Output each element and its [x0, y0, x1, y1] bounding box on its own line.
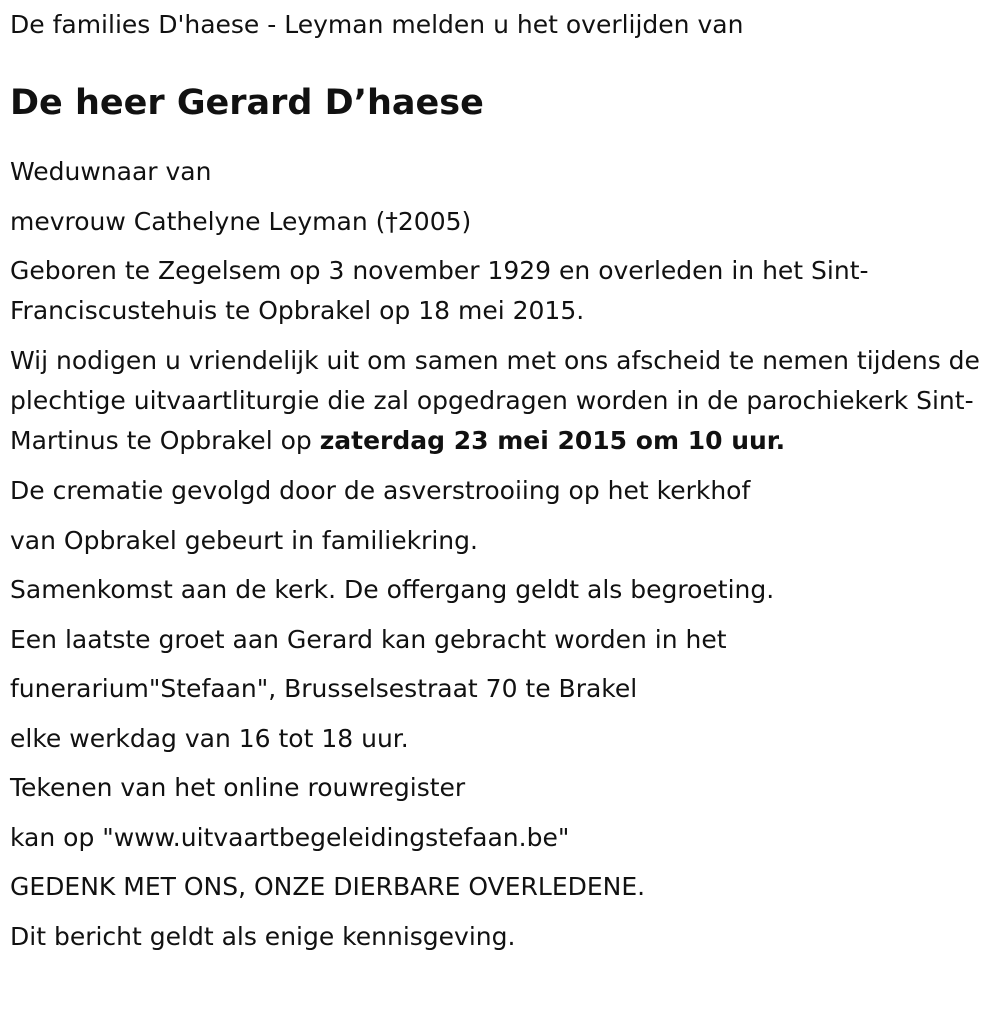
birth-death-paragraph: Geboren te Zegelsem op 3 november 1929 en overleden in het Sint-Franciscustehuis te Opbrakel op 18 mei 2015. — [10, 256, 869, 325]
cremation-line-1: De crematie gevolgd door de asverstrooiing op het kerkhof — [10, 476, 751, 505]
notice-line: Dit bericht geldt als enige kennisgeving. — [10, 921, 516, 951]
spouse-line: mevrouw Cathelyne Leyman (†2005) — [10, 206, 472, 236]
intro-line: De families D'haese - Leyman melden u het overlijden van — [10, 10, 744, 39]
farewell-line-1: Een laatste groet aan Gerard kan gebracht worden in het — [10, 624, 727, 654]
ceremony-datetime: zaterdag 23 mei 2015 om 10 uur. — [319, 426, 786, 455]
register-line-2: kan op "www.uitvaartbegeleidingstefaan.be" — [10, 822, 570, 852]
invitation-paragraph — [10, 341, 985, 461]
death-notice — [10, 6, 985, 966]
gathering-line: Samenkomst aan de kerk. De offergang geldt als begroeting. — [10, 575, 775, 604]
farewell-line-2: funerarium"Stefaan", Brusselsestraat 70 te Brakel — [10, 674, 638, 703]
deceased-name: De heer Gerard D’haese — [10, 83, 484, 123]
remember-line: GEDENK MET ONS, ONZE DIERBARE OVERLEDENE. — [10, 872, 646, 901]
notice-body — [10, 152, 985, 957]
invitation-text: Wij nodigen u vriendelijk uit om samen met ons afscheid te nemen tijdens de plechtige uitvaartliturgie die zal opgedragen worden in de parochiekerk Sint-Martinus te Opbrakel op — [10, 346, 980, 455]
register-line-1: Tekenen van het online rouwregister — [10, 773, 466, 802]
cremation-line-2: van Opbrakel gebeurt in familiekring. — [10, 525, 478, 555]
widower-label: Weduwnaar van — [10, 157, 212, 186]
farewell-line-3: elke werkdag van 16 tot 18 uur. — [10, 723, 409, 753]
